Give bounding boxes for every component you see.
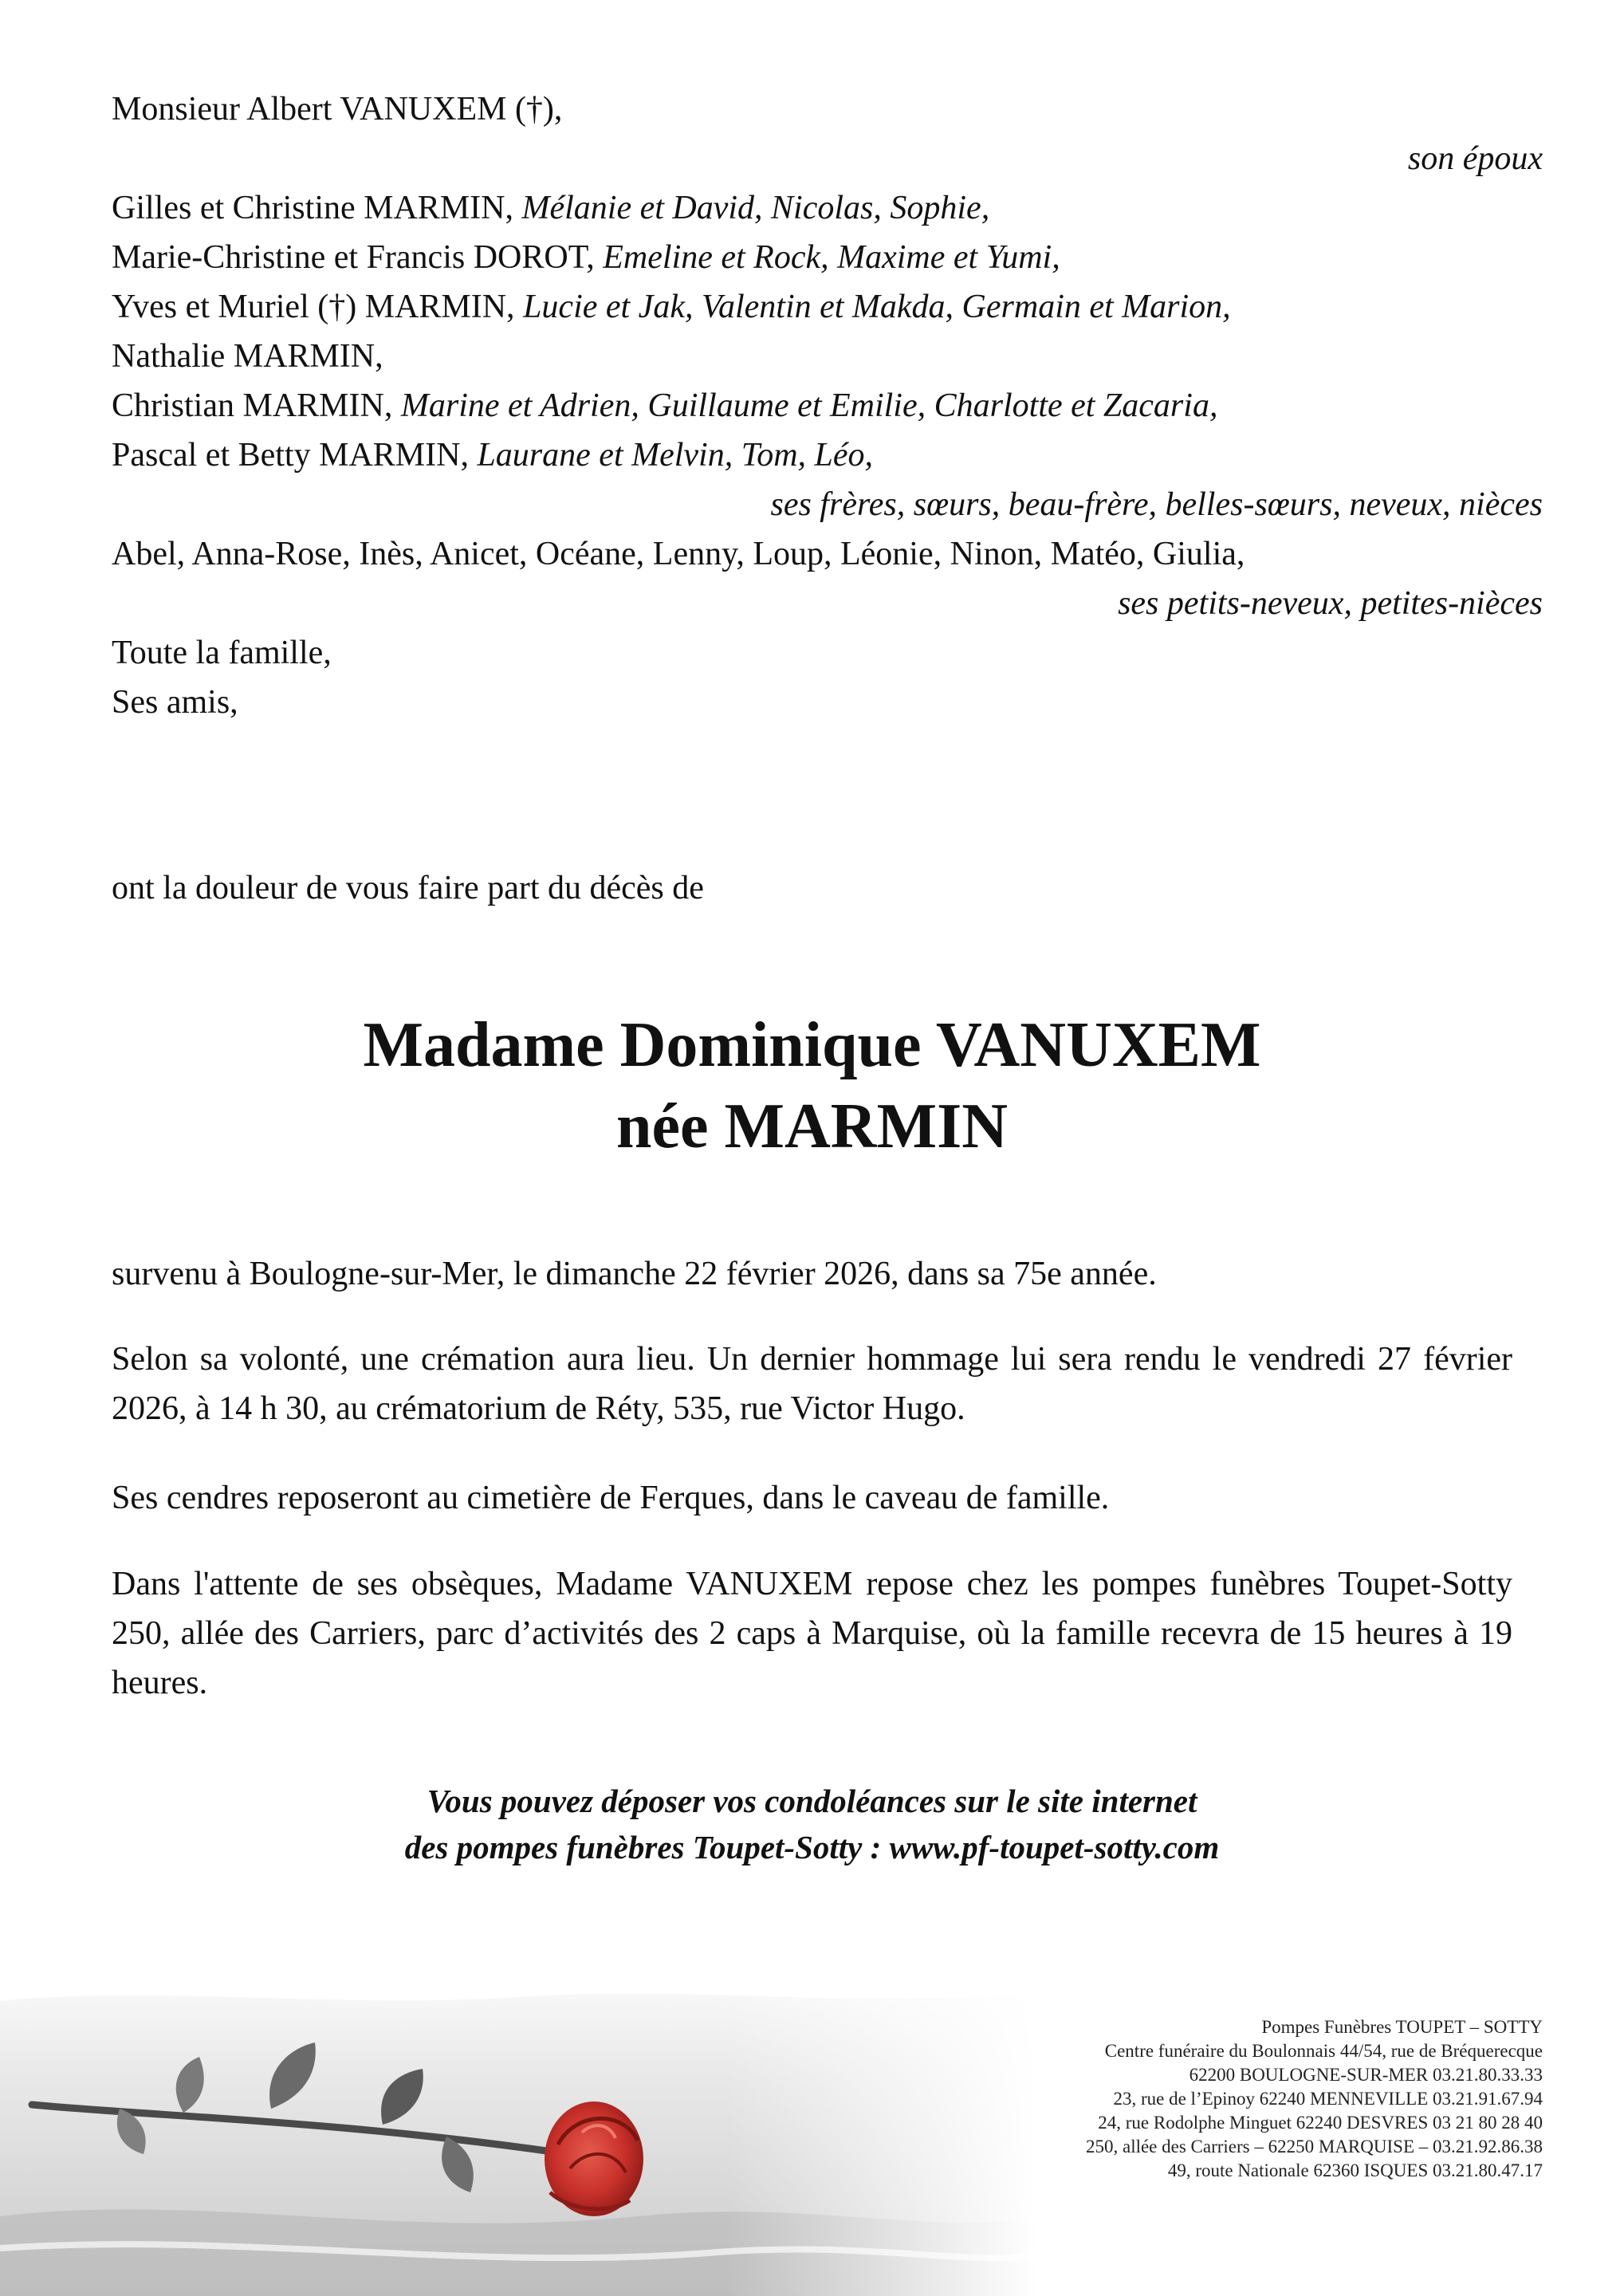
visitation-details: Dans l'attente de ses obsèques, Madame VANUXEM repose chez les pompes funèbres Toupet-Sotty 250, allée des Carriers, parc d’activités des 2 caps à Marquise, où la famille recevra de 15 heures à 19 heures. [112, 1566, 1512, 1701]
ashes-details: Ses cendres reposeront au cimetière de Ferques, dans le caveau de famille. [112, 1480, 1110, 1516]
death-details: survenu à Boulogne-sur-Mer, le dimanche 22 février 2026, dans sa 75e année. [112, 1256, 1157, 1292]
contact-line: 24, rue Rodolphe Minguet 62240 DESVRES 03 21 80 28 40 [1098, 2113, 1543, 2133]
siblings-relation: ses frères, sœurs, beau-frère, belles-sœurs, neveux, nièces [770, 486, 1543, 523]
sibling-children: Mélanie et David, Nicolas, Sophie, [521, 190, 990, 226]
sibling-children: Lucie et Jak, Valentin et Makda, Germain et Marion, [523, 289, 1231, 325]
condolences-line-2: des pompes funèbres Toupet-Sotty : www.pf-toupet-sotty.com [404, 1829, 1220, 1866]
sibling-children: Marine et Adrien, Guillaume et Emilie, Charlotte et Zacaria, [400, 387, 1218, 424]
spouse-relation: son époux [1407, 140, 1543, 177]
grand-nephews-relation: ses petits-neveux, petites-nièces [1118, 585, 1543, 622]
sibling-line [112, 233, 1060, 282]
funeral-home-contact [1086, 2015, 1543, 2183]
sibling-children: Emeline et Rock, Maxime et Yumi, [603, 239, 1060, 276]
sibling-name: Marie-Christine et Francis DOROT, [112, 239, 595, 276]
sibling-line [112, 282, 1231, 332]
deceased-name: Madame Dominique VANUXEM [363, 1010, 1261, 1080]
contact-line: 250, allée des Carriers – 62250 MARQUISE – 03.21.92.86.38 [1085, 2137, 1543, 2156]
sibling-line [112, 183, 989, 233]
ceremony-details: Selon sa volonté, une crémation aura lieu. Un dernier hommage lui sera rendu le vendredi 27 février 2026, à 14 h 30, au crématorium de Réty, 535, rue Victor Hugo. [112, 1341, 1512, 1427]
friends: Ses amis, [112, 684, 238, 721]
spouse-name: Monsieur Albert VANUXEM (†), [112, 91, 563, 128]
sibling-name: Christian MARMIN, [112, 387, 393, 424]
contact-line: Pompes Funèbres TOUPET – SOTTY [1261, 2017, 1543, 2037]
contact-line: 62200 BOULOGNE-SUR-MER 03.21.80.33.33 [1189, 2065, 1543, 2085]
sibling-name: Yves et Muriel (†) MARMIN, [112, 289, 515, 325]
red-rose-on-beach-icon [0, 1953, 1036, 2296]
contact-line: Centre funéraire du Boulonnais 44/54, rue de Bréquerecque [1104, 2041, 1543, 2061]
sibling-name: Nathalie MARMIN, [112, 338, 383, 375]
contact-line: 23, rue de l’Epinoy 62240 MENNEVILLE 03.21.91.67.94 [1113, 2089, 1543, 2109]
deceased-maiden-name: née MARMIN [616, 1091, 1008, 1162]
sibling-line [112, 332, 383, 381]
sibling-name: Gilles et Christine MARMIN, [112, 190, 513, 226]
sibling-line [112, 381, 1217, 431]
sibling-name: Pascal et Betty MARMIN, [112, 437, 469, 474]
grand-nephews: Abel, Anna-Rose, Inès, Anicet, Océane, Lenny, Loup, Léonie, Ninon, Matéo, Giulia, [112, 536, 1245, 572]
whole-family: Toute la famille, [112, 635, 332, 671]
condolences-line-1: Vous pouvez déposer vos condoléances sur le site internet [427, 1783, 1197, 1819]
contact-line: 49, route Nationale 62360 ISQUES 03.21.80.47.17 [1167, 2160, 1543, 2180]
sibling-line [112, 431, 873, 480]
announcement: ont la douleur de vous faire part du décès de [112, 870, 704, 906]
sibling-children: Laurane et Melvin, Tom, Léo, [477, 437, 874, 474]
